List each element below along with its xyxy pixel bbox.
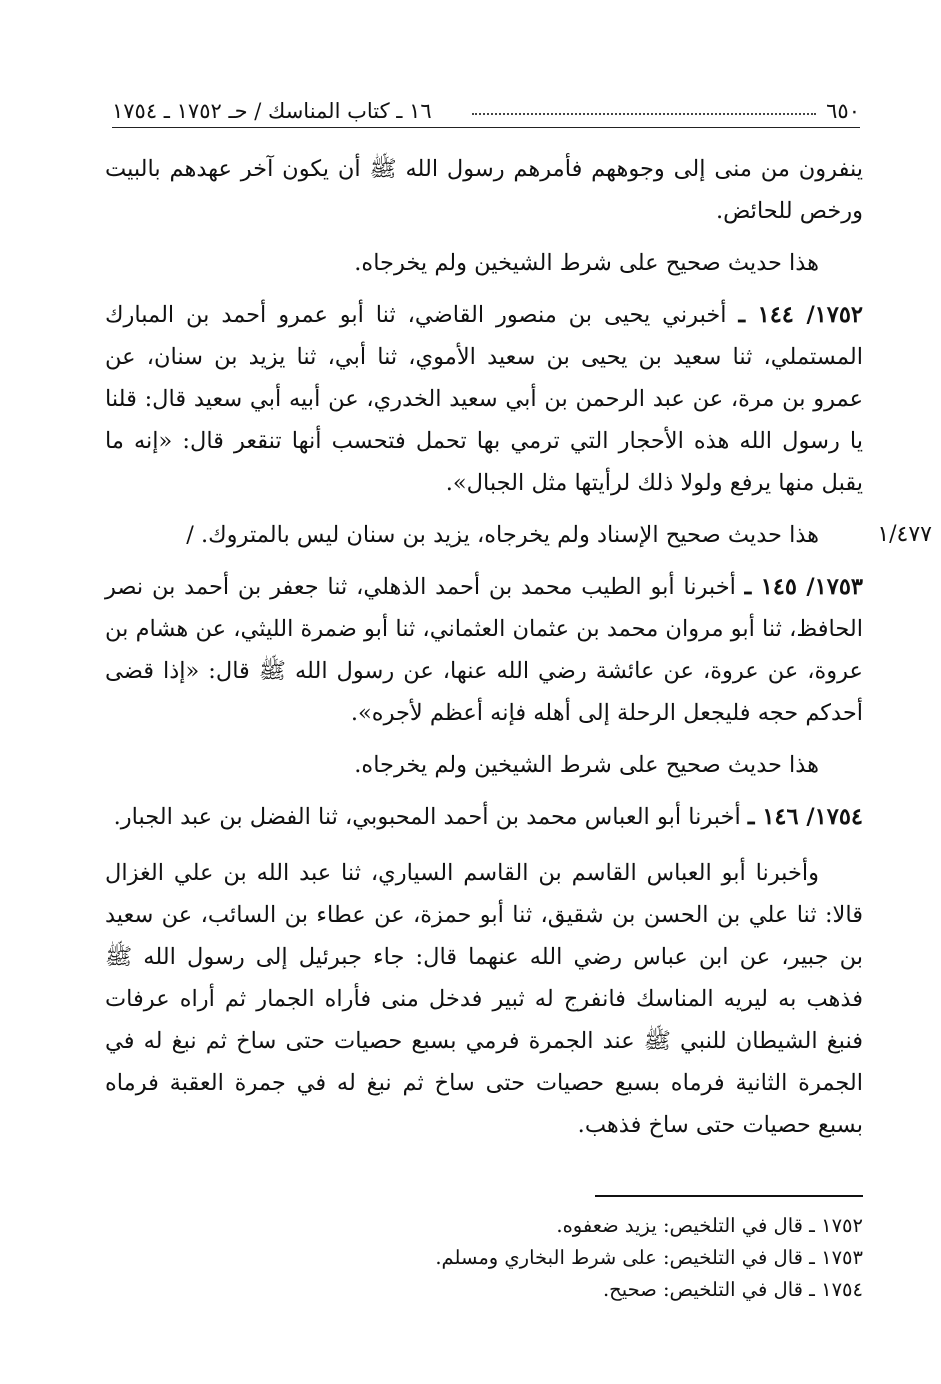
hadith-number: ١٧٥٣/ ١٤٥ ـ: [744, 574, 863, 600]
footnote: ١٧٥٢ ـ قال في التلخيص: يزيد ضعفوه.: [556, 1214, 863, 1237]
hadith-number: ١٧٥٢/ ١٤٤ ـ: [738, 302, 864, 328]
paragraph-text: ينفرون من منى إلى وجوههم فأمرهم رسول الله ﷺ أن يكون آخر عهدهم بالبيت ورخص للحائض.: [105, 156, 863, 224]
paragraph-text: هذا حديث صحيح على شرط الشيخين ولم يخرجاه.: [354, 250, 819, 276]
hadith-1752: [105, 294, 863, 504]
footnote-divider: [595, 1195, 863, 1197]
paragraph-text: أخبرني يحيى بن منصور القاضي، ثنا أبو عمرو أحمد بن المبارك المستملي، ثنا سعيد بن يحيى بن سعيد الأموي، ثنا أبي، ثنا يزيد بن سنان، عن عمرو بن مرة، عن عبد الرحمن بن أبي سعيد الخدري، عن أبيه أبي سعيد قال: قلنا يا رسول الله هذه الأحجار التي ترمي بها تحمل فتحسب أنها تنقعر قال: «إنه ما يقبل منها يرفع ولولا ذلك لرأيتها مثل الجبال».: [105, 302, 863, 496]
header-dot-leader: [472, 113, 817, 115]
footnotes: [300, 1210, 863, 1306]
running-header: [112, 95, 860, 128]
paragraph-grading: [105, 514, 863, 556]
margin-reference: ١/٤٧٧: [877, 522, 932, 547]
paragraph-text: وأخبرنا أبو العباس القاسم بن القاسم السياري، ثنا عبد الله بن علي الغزال قالا: ثنا علي بن الحسن بن شقيق، ثنا أبو حمزة، عن عطاء بن السائب، عن سعيد بن جبير، عن ابن عباس رضي الله عنهما قال: جاء جبرئيل إلى رسول الله ﷺ فذهب به ليريه المناسك فانفرج له ثبير فدخل منى فأراه الجمار ثم أراه عرفات فنبغ الشيطان للنبي ﷺ عند الجمرة فرمي بسبع حصيات حتى ساخ ثم نبغ له في الجمرة الثانية فرماه بسبع حصيات حتى ساخ ثم نبغ له في جمرة العقبة فرماه بسبع حصيات حتى ساخ فذهب.: [105, 860, 863, 1138]
page-number: ٦٥٠: [826, 99, 860, 123]
hadith-number: ١٧٥٤/ ١٤٦ ـ: [747, 804, 863, 830]
paragraph-chain: [105, 852, 863, 1146]
running-title: ١٦ ـ كتاب المناسك / حـ ١٧٥٢ ـ ١٧٥٤: [112, 99, 432, 123]
hadith-1753: [105, 566, 863, 734]
paragraph-grading: [105, 744, 863, 786]
footnote: ١٧٥٤ ـ قال في التلخيص: صحيح.: [602, 1278, 863, 1301]
hadith-1754: [105, 796, 863, 838]
paragraph-text: أخبرنا أبو العباس محمد بن أحمد المحبوبي، ثنا الفضل بن عبد الجبار.: [113, 804, 748, 830]
paragraph-continuation: [105, 148, 863, 232]
paragraph-text: أخبرنا أبو الطيب محمد بن أحمد الذهلي، ثنا جعفر بن أحمد بن نصر الحافظ، ثنا أبو مروان محمد بن عثمان العثماني، ثنا أبو ضمرة الليثي، عن هشام بن عروة، عن عروة، عن عائشة رضي الله عنها، عن رسول الله ﷺ قال: «إذا قضى أحدكم حجه فليجعل الرحلة إلى أهله فإنه أعظم لأجره».: [105, 574, 863, 726]
main-text: [105, 148, 863, 1156]
paragraph-text: هذا حديث صحيح على شرط الشيخين ولم يخرجاه.: [354, 752, 819, 778]
paragraph-text: هذا حديث صحيح الإسناد ولم يخرجاه، يزيد بن سنان ليس بالمتروك. /: [186, 522, 819, 548]
paragraph-grading: [105, 242, 863, 284]
footnote: ١٧٥٣ ـ قال في التلخيص: على شرط البخاري ومسلم.: [435, 1246, 863, 1269]
